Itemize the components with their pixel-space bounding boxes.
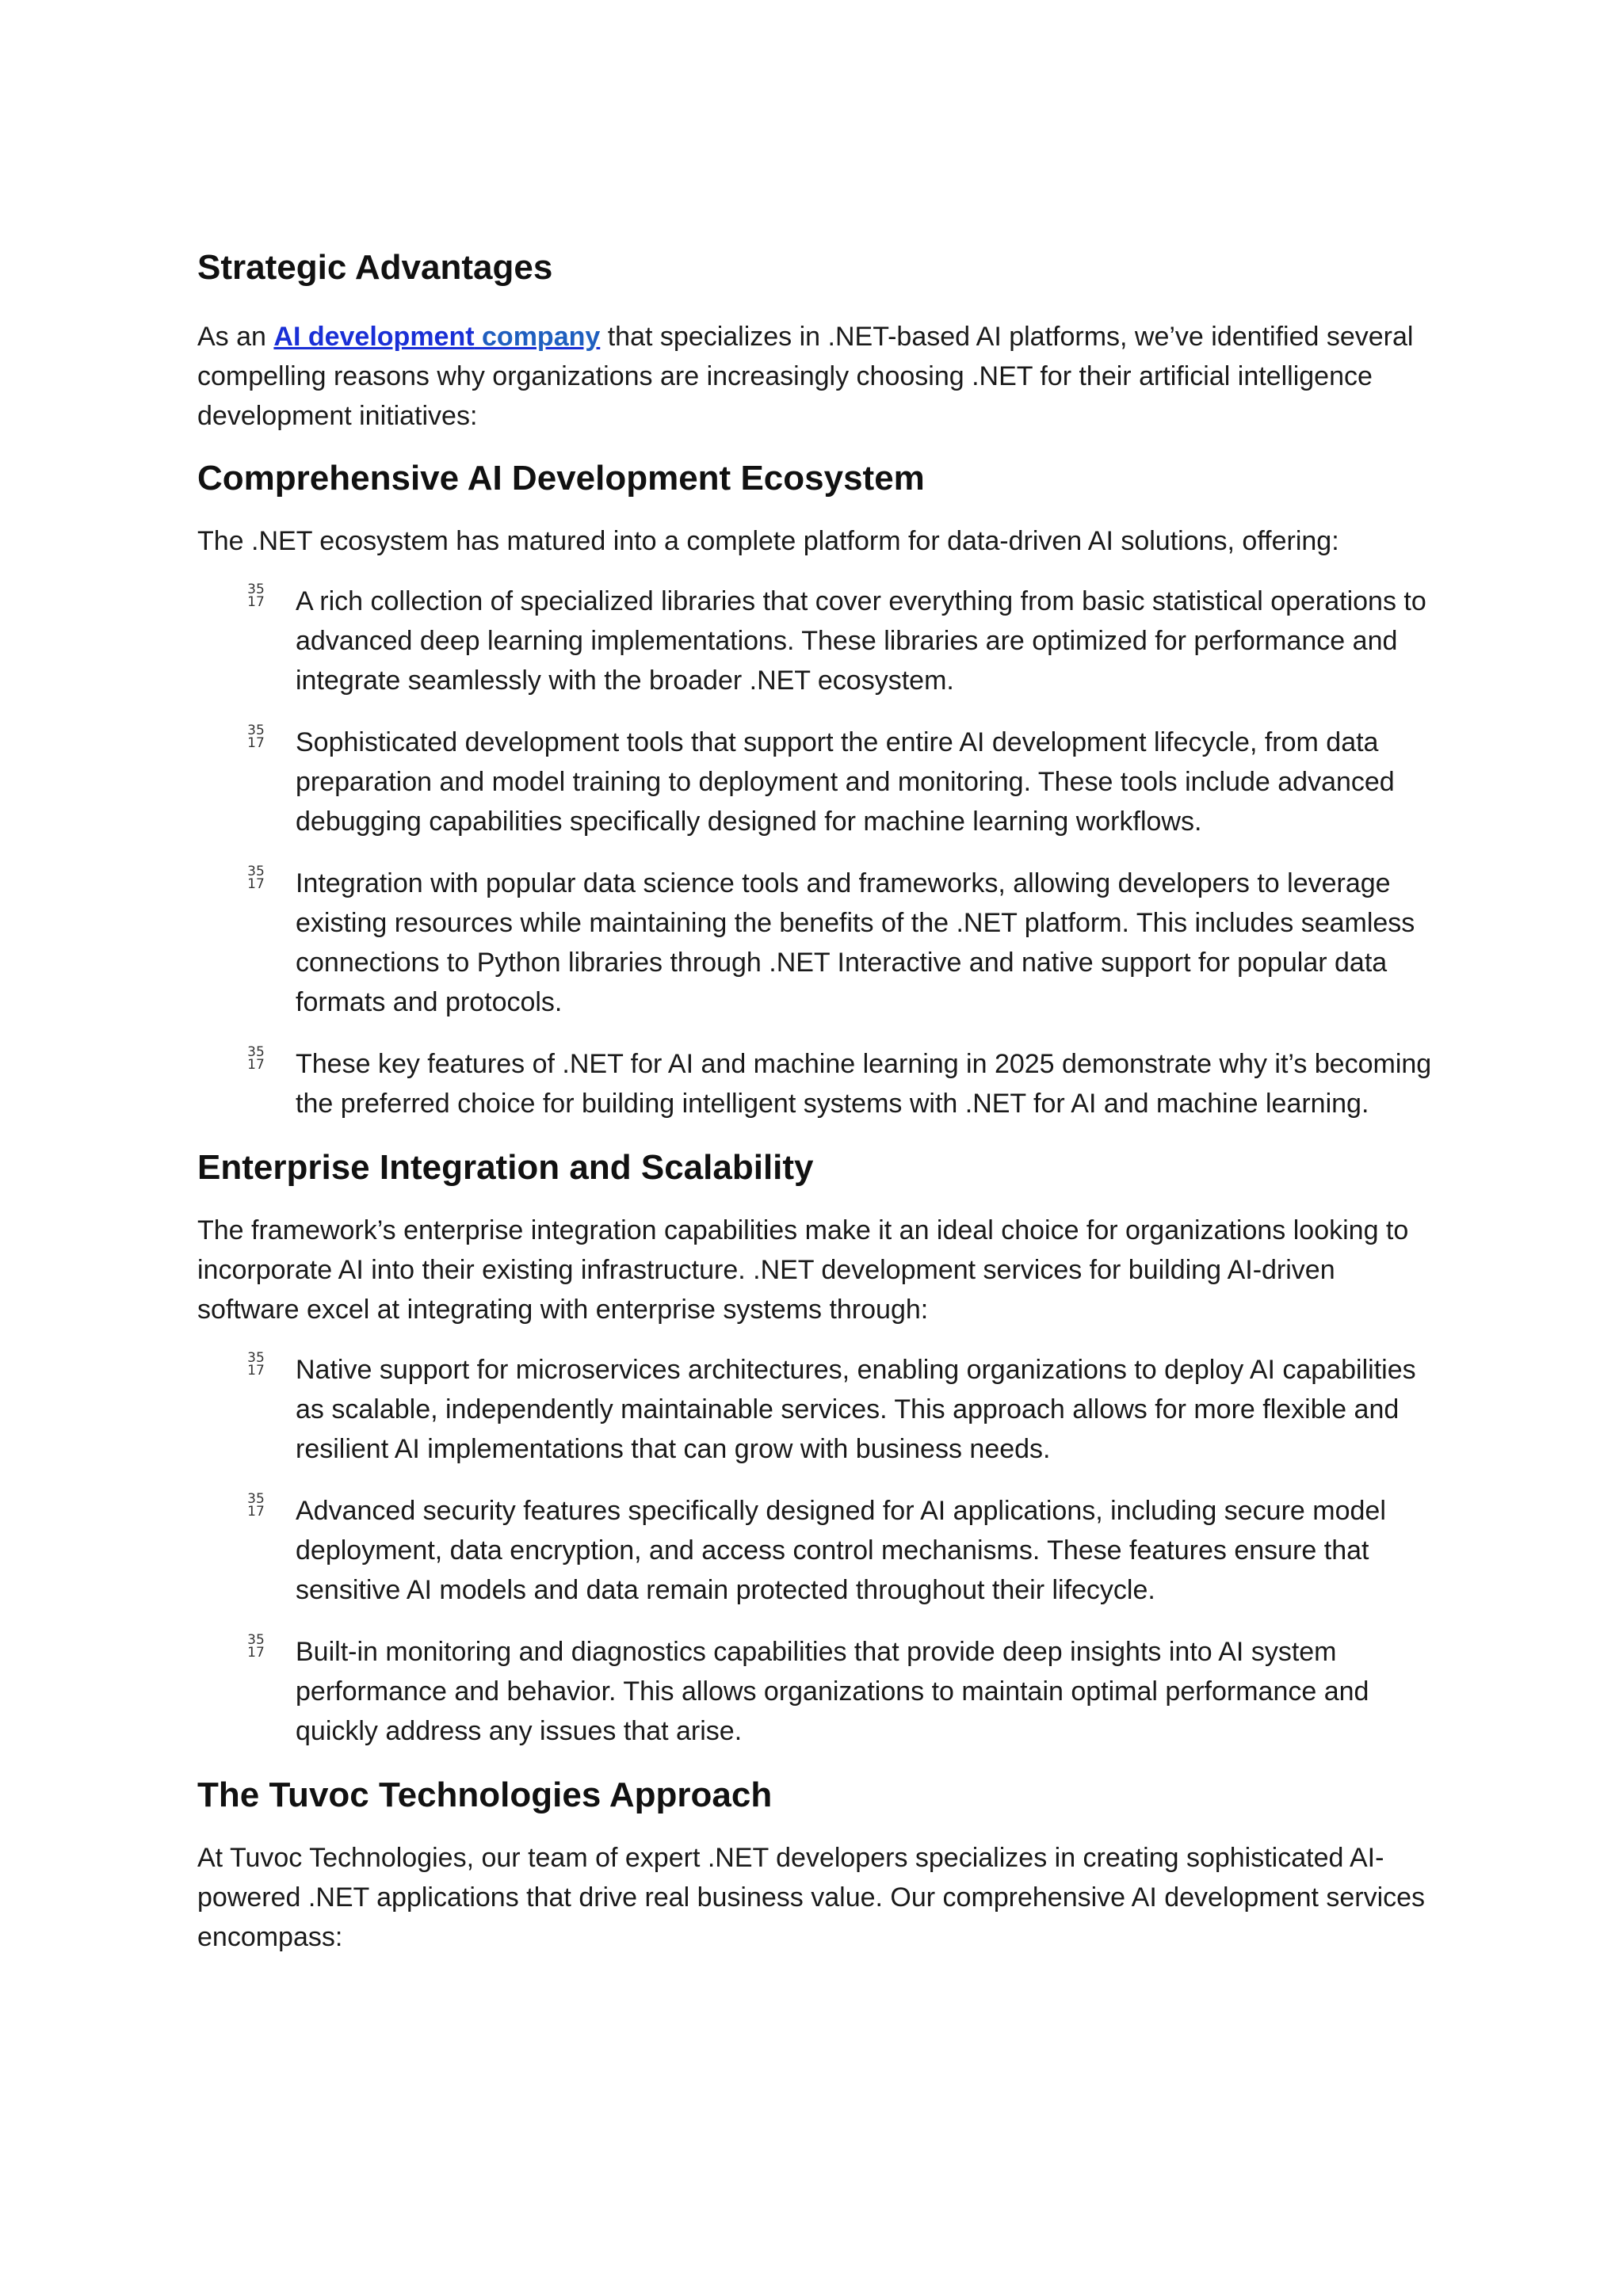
list-item <box>197 1491 1442 1610</box>
heading-ecosystem: Comprehensive AI Development Ecosystem <box>197 459 925 498</box>
paragraph-enterprise-intro: The framework’s enterprise integration capabilities make it an ideal choice for organizations looking to incorporate AI into their existing infrastructure. .NET development services for building AI-driven software excel at integrating with enterprise systems through: <box>197 1215 1409 1325</box>
link-text-part2: company <box>482 322 601 352</box>
list-item <box>197 1632 1442 1751</box>
list-item-text: Integration with popular data science tools and frameworks, allowing developers to leverage existing resources while maintaining the benefits of the .NET platform. This includes seamless connections to Python libraries through .NET Interactive and native support for popular data formats and protocols. <box>296 868 1415 1017</box>
enterprise-bullet-list <box>197 1350 1442 1751</box>
paragraph-ecosystem-intro: The .NET ecosystem has matured into a complete platform for data-driven AI solutions, offering: <box>197 526 1339 556</box>
ecosystem-bullet-list <box>197 582 1442 1123</box>
list-item-text: Native support for microservices architectures, enabling organizations to deploy AI capabilities as scalable, independently maintainable services. This approach allows for more flexible and resilient AI implementations that can grow with business needs. <box>296 1355 1416 1464</box>
list-item <box>197 1044 1442 1123</box>
bullet-marker-icon: 35 17 <box>247 1491 265 1520</box>
document-page <box>197 246 1442 1978</box>
ai-development-company-link[interactable] <box>273 322 600 352</box>
list-item-text: A rich collection of specialized libraries that cover everything from basic statistical operations to advanced deep learning implementations. These libraries are optimized for performance and integrate seamlessly with the broader .NET ecosystem. <box>296 586 1426 696</box>
list-item <box>197 864 1442 1022</box>
bullet-marker-icon: 35 17 <box>247 723 265 751</box>
bullet-marker-icon: 35 17 <box>247 582 265 610</box>
list-item-text: Built-in monitoring and diagnostics capabilities that provide deep insights into AI system performance and behavior. This allows organizations to maintain optimal performance and quickly address any issues that arise. <box>296 1637 1369 1746</box>
intro-prefix: As an <box>197 322 274 352</box>
intro-suffix: that specializes in .NET-based AI platforms, we’ve identified several compelling reasons why organizations are increasingly choosing .NET for their artificial intelligence development initiatives: <box>197 322 1414 431</box>
paragraph-strategic-intro <box>197 317 1442 436</box>
list-item-text: Sophisticated development tools that support the entire AI development lifecycle, from data preparation and model training to deployment and monitoring. These tools include advanced debugging capabilities specifically designed for machine learning workflows. <box>296 727 1395 837</box>
list-item <box>197 582 1442 700</box>
list-item-text: These key features of .NET for AI and machine learning in 2025 demonstrate why it’s becoming the preferred choice for building intelligent systems with .NET for AI and machine learning. <box>296 1049 1432 1119</box>
paragraph-tuvoc-intro: At Tuvoc Technologies, our team of expert .NET developers specializes in creating sophisticated AI-powered .NET applications that drive real business value. Our comprehensive AI development services encompass: <box>197 1843 1426 1952</box>
bullet-marker-icon: 35 17 <box>247 1044 265 1073</box>
bullet-marker-icon: 35 17 <box>247 864 265 892</box>
list-item-text: Advanced security features specifically designed for AI applications, including secure model deployment, data encryption, and access control mechanisms. These features ensure that sensitive AI models and data remain protected throughout their lifecycle. <box>296 1496 1386 1605</box>
heading-strategic-advantages: Strategic Advantages <box>197 248 553 287</box>
heading-tuvoc-approach: The Tuvoc Technologies Approach <box>197 1775 773 1814</box>
bullet-marker-icon: 35 17 <box>247 1632 265 1661</box>
link-text-part1: AI development <box>273 322 475 352</box>
bullet-marker-icon: 35 17 <box>247 1350 265 1379</box>
list-item <box>197 723 1442 841</box>
list-item <box>197 1350 1442 1469</box>
heading-enterprise: Enterprise Integration and Scalability <box>197 1148 814 1187</box>
